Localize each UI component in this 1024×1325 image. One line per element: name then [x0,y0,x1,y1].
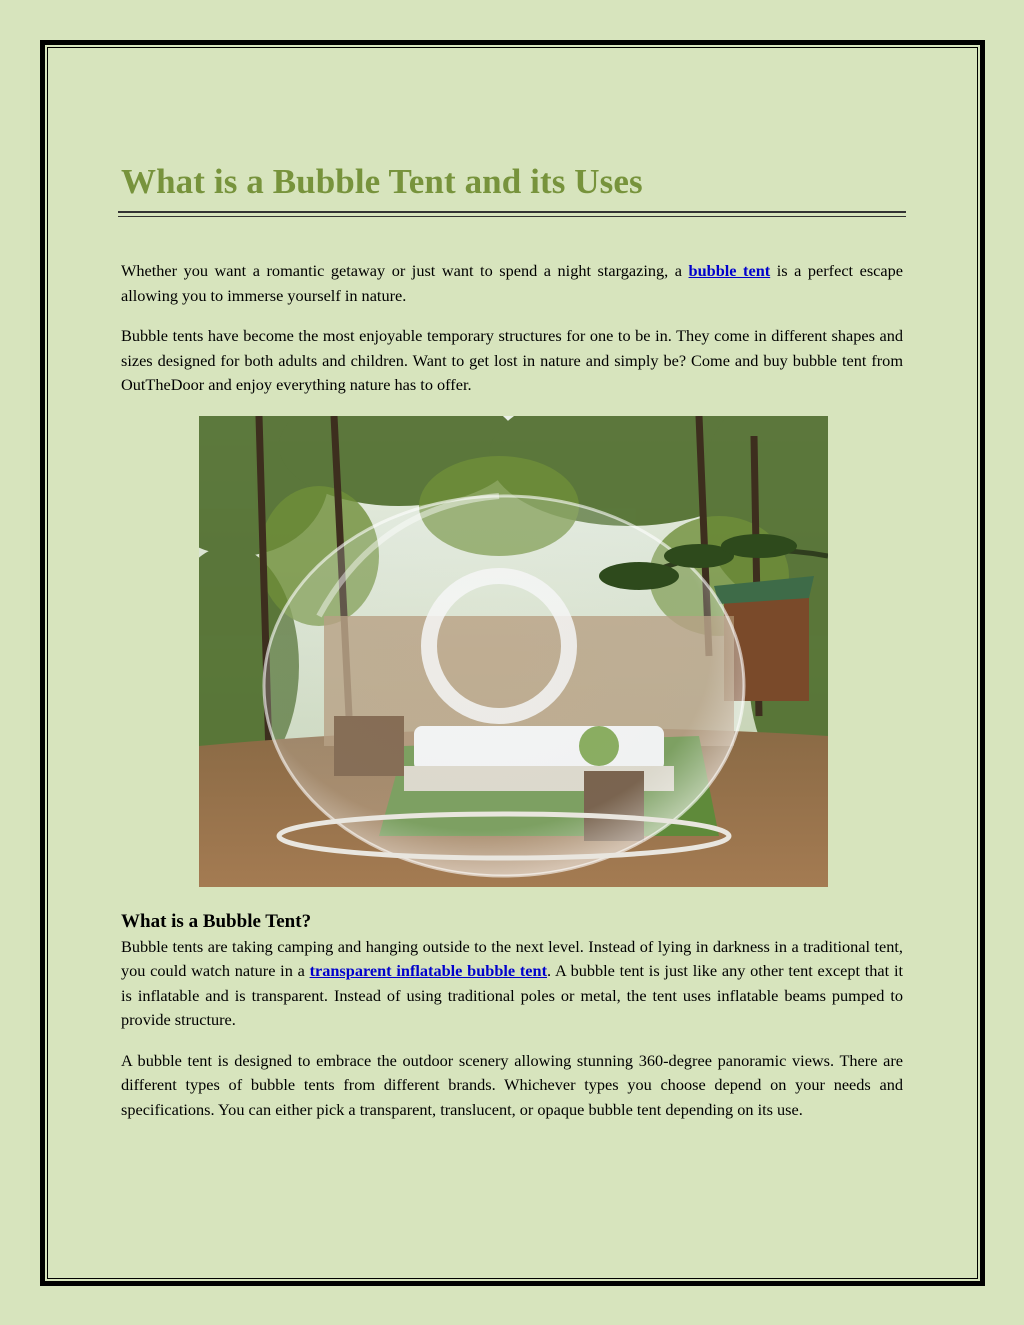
transparent-bubble-tent-link[interactable]: transparent inflatable bubble tent [309,961,548,980]
title-divider [118,211,906,217]
document-body [121,160,903,1122]
intro-text-start: Whether you want a romantic getaway or just want to spend a night stargazing, a [121,261,689,280]
intro-paragraph-1 [121,259,903,308]
intro-text-end: is a perfect escape allowing you to immerse yourself in nature. [121,261,904,305]
section-text-start: Bubble tents are taking camping and hanging outside to the next level. Instead of lying in darkness in a traditional tent, you could watch nature in a [121,936,903,980]
section-paragraph-2: A bubble tent is designed to embrace the outdoor scenery allowing stunning 360-degree panoramic views. There are different types of bubble tents from different brands. Whichever types you choose depend on your needs and specifications. You can either pick a transparent, translucent, or opaque bubble tent depending on its use. [121,1050,903,1119]
intro-paragraph-2: Bubble tents have become the most enjoyable temporary structures for one to be in. They come in different shapes and sizes designed for both adults and children. Want to get lost in nature and simply be? Come and buy bubble tent from OutTheDoor and enjoy everything nature has to offer. [121,326,903,394]
page-title: What is a Bubble Tent and its Uses [121,162,643,201]
bubble-tent-link[interactable]: bubble tent [688,261,771,280]
section-text-end: . A bubble tent is just like any other tent except that it is inflatable and is transparent. Instead of using traditional poles or metal, the tent uses inflatable beams pumped to provide structure. [121,961,903,1029]
section-heading: What is a Bubble Tent? [121,910,312,932]
bubble-tent-photo [199,416,828,887]
section-paragraph-1 [121,935,903,1033]
